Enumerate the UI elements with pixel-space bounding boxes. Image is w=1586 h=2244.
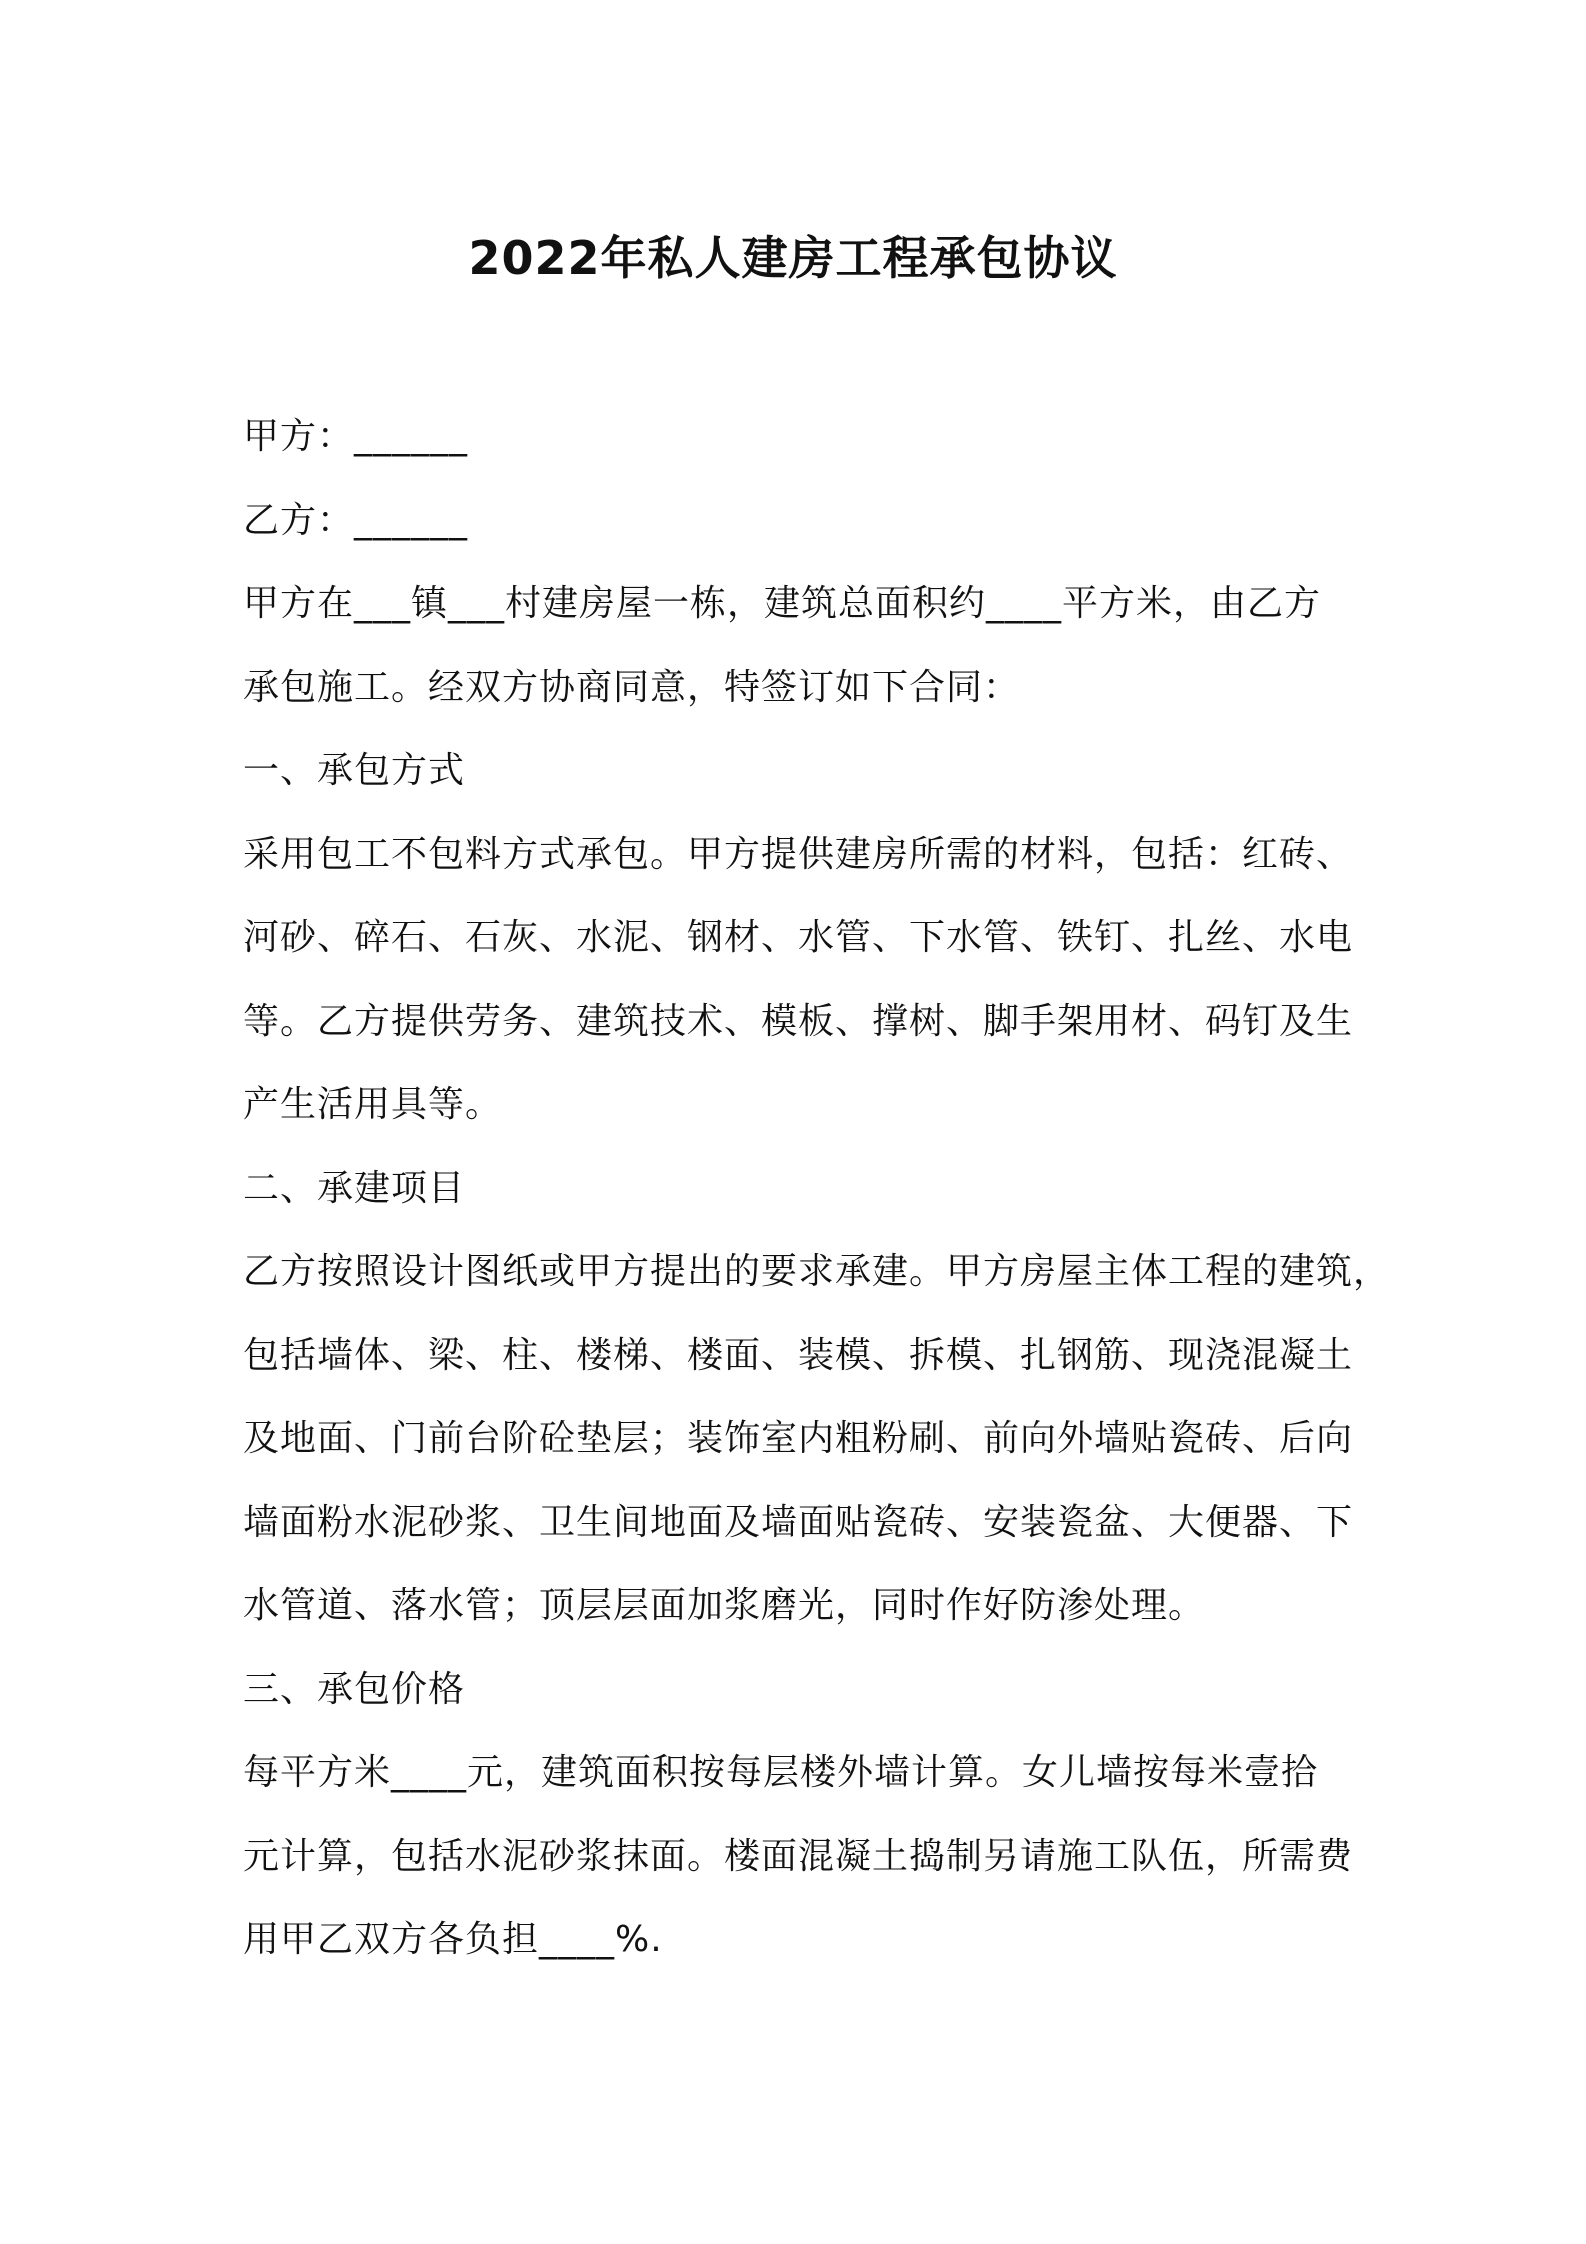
intro-line-1: 甲方在___镇___村建房屋一栋，建筑总面积约____平方米，由乙方: [243, 583, 1322, 624]
section-heading-2: 二、承建项目: [243, 1167, 466, 1209]
section-1-line-1: 采用包工不包料方式承包。甲方提供建房所需的材料，包括：红砖、: [243, 833, 1354, 875]
section-1-line-3: 等。乙方提供劳务、建筑技术、模板、撑树、脚手架用材、码钉及生: [243, 1000, 1354, 1042]
section-3-line-1: 每平方米____元，建筑面积按每层楼外墙计算。女儿墙按每米壹拾: [243, 1752, 1319, 1793]
party-b-line: 乙方：______: [243, 499, 469, 541]
document-body: [243, 395, 1391, 1982]
intro-line-2: 承包施工。经双方协商同意，特签订如下合同：: [243, 666, 1021, 708]
section-3-line-2: 元计算，包括水泥砂浆抹面。楼面混凝土捣制另请施工队伍，所需费: [243, 1835, 1354, 1877]
section-heading-3: 三、承包价格: [243, 1668, 466, 1710]
section-1-line-2: 河砂、碎石、石灰、水泥、钢材、水管、下水管、铁钉、扎丝、水电: [243, 917, 1354, 958]
section-1-line-4: 产生活用具等。: [243, 1084, 503, 1125]
section-2-line-1: 乙方按照设计图纸或甲方提出的要求承建。甲方房屋主体工程的建筑，: [243, 1251, 1391, 1292]
document-title: 2022年私人建房工程承包协议: [468, 231, 1118, 285]
section-2-line-4: 墙面粉水泥砂浆、卫生间地面及墙面贴瓷砖、安装瓷盆、大便器、下: [243, 1501, 1354, 1543]
section-3-line-3: 用甲乙双方各负担____%.: [243, 1919, 663, 1960]
section-heading-1: 一、承包方式: [243, 750, 466, 791]
party-a-line: 甲方：______: [243, 416, 469, 457]
section-2-line-2: 包括墙体、梁、柱、楼梯、楼面、装模、拆模、扎钢筋、现浇混凝土: [243, 1334, 1354, 1376]
section-2-line-3: 及地面、门前台阶砼垫层；装饰室内粗粉刷、前向外墙贴瓷砖、后向: [243, 1418, 1354, 1459]
section-2-line-5: 水管道、落水管；顶层层面加浆磨光，同时作好防渗处理。: [243, 1585, 1206, 1626]
